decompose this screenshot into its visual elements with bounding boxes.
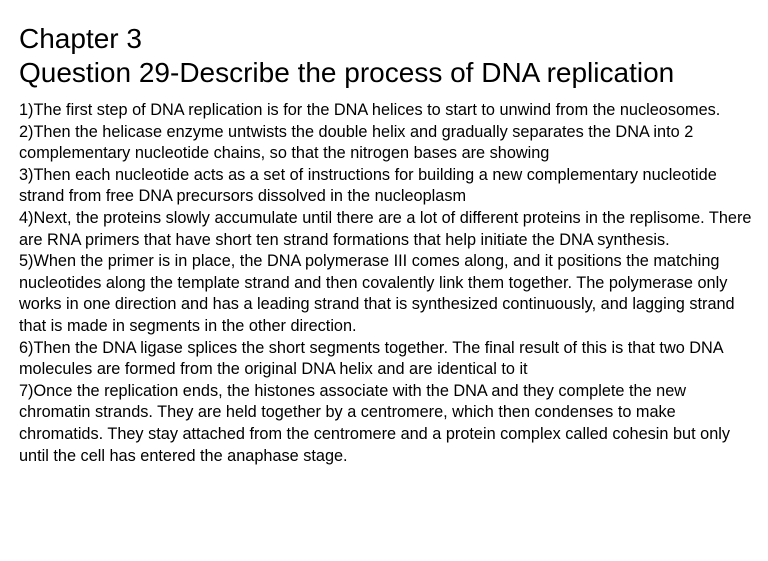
steps-list — [19, 100, 759, 467]
slide-content — [19, 22, 759, 467]
step-2: 2)Then the helicase enzyme untwists the double helix and gradually separates the DNA into 2 complementary nucleotide chains, so that the nitrogen bases are showing — [19, 122, 694, 163]
step-7: 7)Once the replication ends, the histones associate with the DNA and they complete the new chromatin strands. They are held together by a centromere, which then condenses to make chromatids. They stay attached from the centromere and a protein complex called cohesin but only until the cell has entered the anaphase stage. — [19, 381, 731, 465]
step-6: 6)Then the DNA ligase splices the short segments together. The final result of this is that two DNA molecules are formed from the original DNA helix and are identical to it — [19, 338, 723, 379]
step-3: 3)Then each nucleotide acts as a set of instructions for building a new complementary nucleotide strand from free DNA precursors dissolved in the nucleoplasm — [19, 165, 717, 206]
step-4: 4)Next, the proteins slowly accumulate until there are a lot of different proteins in the replisome. There are RNA primers that have short ten strand formations that help initiate the DNA synthesis. — [19, 208, 752, 249]
step-1: 1)The first step of DNA replication is for the DNA helices to start to unwind from the nucleosomes. — [19, 101, 721, 119]
chapter-title: Chapter 3 — [19, 23, 142, 54]
question-title: Question 29-Describe the process of DNA replication — [19, 57, 675, 88]
step-5: 5)When the primer is in place, the DNA polymerase III comes along, and it positions the matching nucleotides along the template strand and then covalently link them together. The polymerase only works in one direction and has a leading strand that is synthesized continuously, and lagging strand that is made in segments in the other direction. — [19, 252, 735, 335]
